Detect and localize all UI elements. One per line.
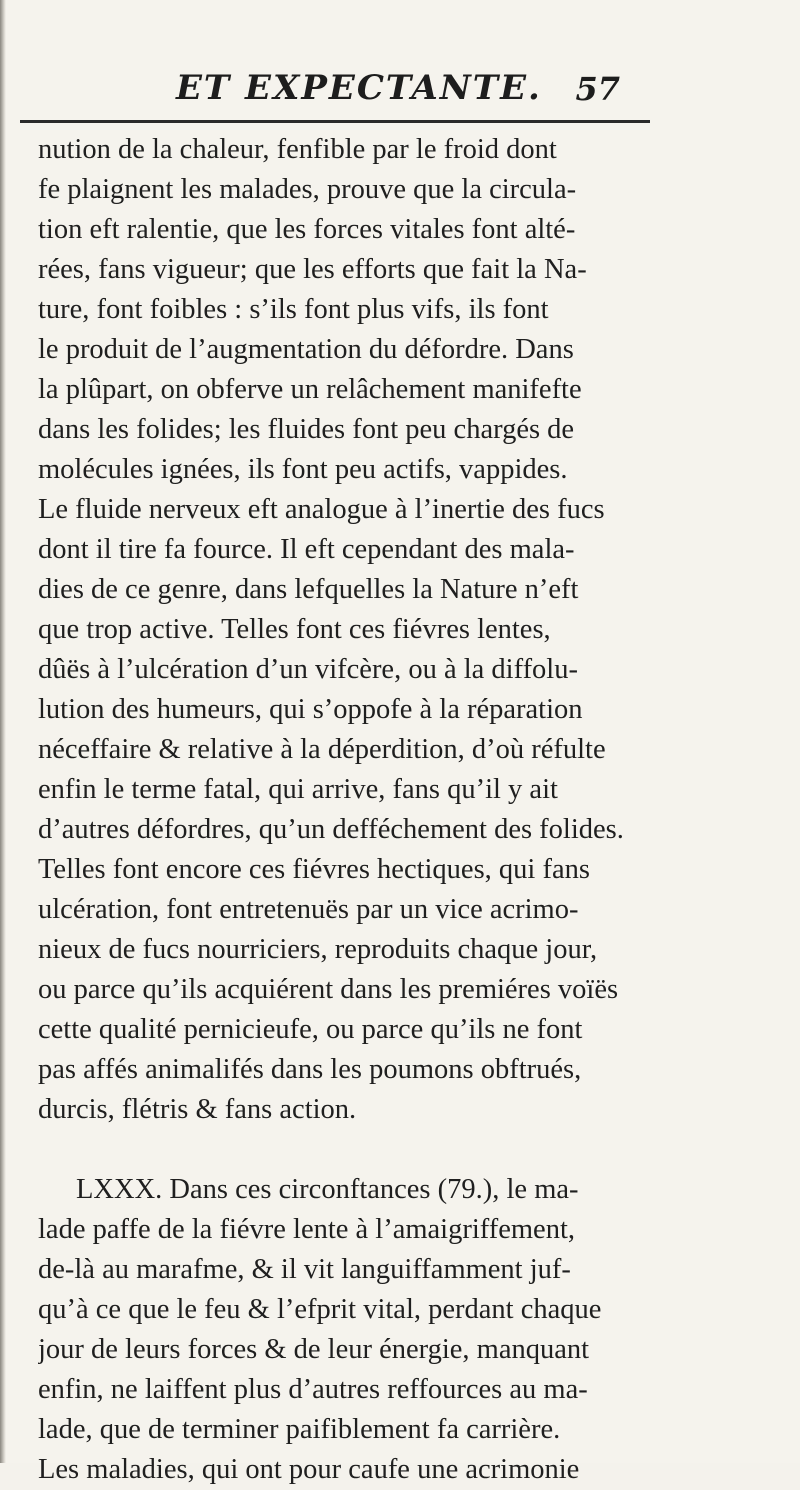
- text-line: Les maladies, qui ont pour caufe une acrimonie: [38, 1454, 580, 1485]
- text-line: enfin le terme fatal, qui arrive, fans qu’il y ait: [38, 774, 558, 805]
- text-line: d’autres défordres, qu’un defféchement des folides.: [38, 814, 624, 845]
- text-line: dies de ce genre, dans lefquelles la Nature n’eft: [38, 574, 579, 605]
- text-line: molécules ignées, ils font peu actifs, vappides.: [38, 454, 568, 485]
- text-line: lution des humeurs, qui s’oppofe à la réparation: [38, 694, 583, 725]
- body-text: [38, 130, 762, 1490]
- page-gutter-shadow: [0, 0, 6, 1463]
- text-line: ulcération, font entretenuës par un vice acrimo-: [38, 894, 579, 925]
- paragraph-1: [38, 130, 762, 1130]
- text-line: dans les folides; les fluides font peu chargés de: [38, 414, 575, 445]
- running-title: ET EXPECTANTE.: [176, 68, 542, 108]
- text-line: lade paffe de la fiévre lente à l’amaigriffement,: [38, 1214, 575, 1245]
- page-header: [150, 64, 620, 116]
- text-line: tion eft ralentie, que les forces vitales font alté-: [38, 214, 576, 245]
- text-line: rées, fans vigueur; que les efforts que fait la Na-: [38, 254, 587, 285]
- text-line: qu’à ce que le feu & l’efprit vital, perdant chaque: [38, 1294, 602, 1325]
- text-line: nution de la chaleur, fenfible par le froid dont: [38, 134, 557, 165]
- text-line: Telles font encore ces fiévres hectiques, qui fans: [38, 854, 590, 885]
- text-line: dûës à l’ulcération d’un vifcère, ou à la diffolu-: [38, 654, 578, 685]
- text-line: néceffaire & relative à la déperdition, d’où réfulte: [38, 734, 606, 765]
- text-line: ture, font foibles : s’ils font plus vifs, ils font: [38, 294, 549, 325]
- text-line: cette qualité pernicieufe, ou parce qu’ils ne font: [38, 1014, 583, 1045]
- text-line: pas affés animalifés dans les poumons obftrués,: [38, 1054, 582, 1085]
- text-line: enfin, ne laiffent plus d’autres reffources au ma-: [38, 1374, 588, 1405]
- text-line: jour de leurs forces & de leur énergie, manquant: [38, 1334, 590, 1365]
- text-line: de-là au marafme, & il vit languiffamment juf-: [38, 1254, 571, 1285]
- text-line: Le fluide nerveux eft analogue à l’inertie des fucs: [38, 494, 605, 525]
- text-line: le produit de l’augmentation du défordre. Dans: [38, 334, 574, 365]
- text-line: lade, que de terminer paifiblement fa carrière.: [38, 1414, 561, 1445]
- text-line: ou parce qu’ils acquiérent dans les premiéres voïës: [38, 974, 619, 1005]
- header-rule: [20, 120, 650, 123]
- text-line: fe plaignent les malades, prouve que la circula-: [38, 174, 577, 205]
- text-line: nieux de fucs nourriciers, reproduits chaque jour,: [38, 934, 598, 965]
- paragraph-2: [38, 1170, 762, 1490]
- text-line: dont il tire fa fource. Il eft cependant des mala-: [38, 534, 575, 565]
- text-line: que trop active. Telles font ces fiévres lentes,: [38, 614, 551, 645]
- text-line: durcis, flétris & fans action.: [38, 1094, 357, 1125]
- text-line: LXXX. Dans ces circonftances (79.), le ma-: [76, 1174, 579, 1205]
- page-number: 57: [575, 70, 620, 108]
- text-line: la plûpart, on obferve un relâchement manifefte: [38, 374, 582, 405]
- paragraph-gap: [38, 1130, 762, 1170]
